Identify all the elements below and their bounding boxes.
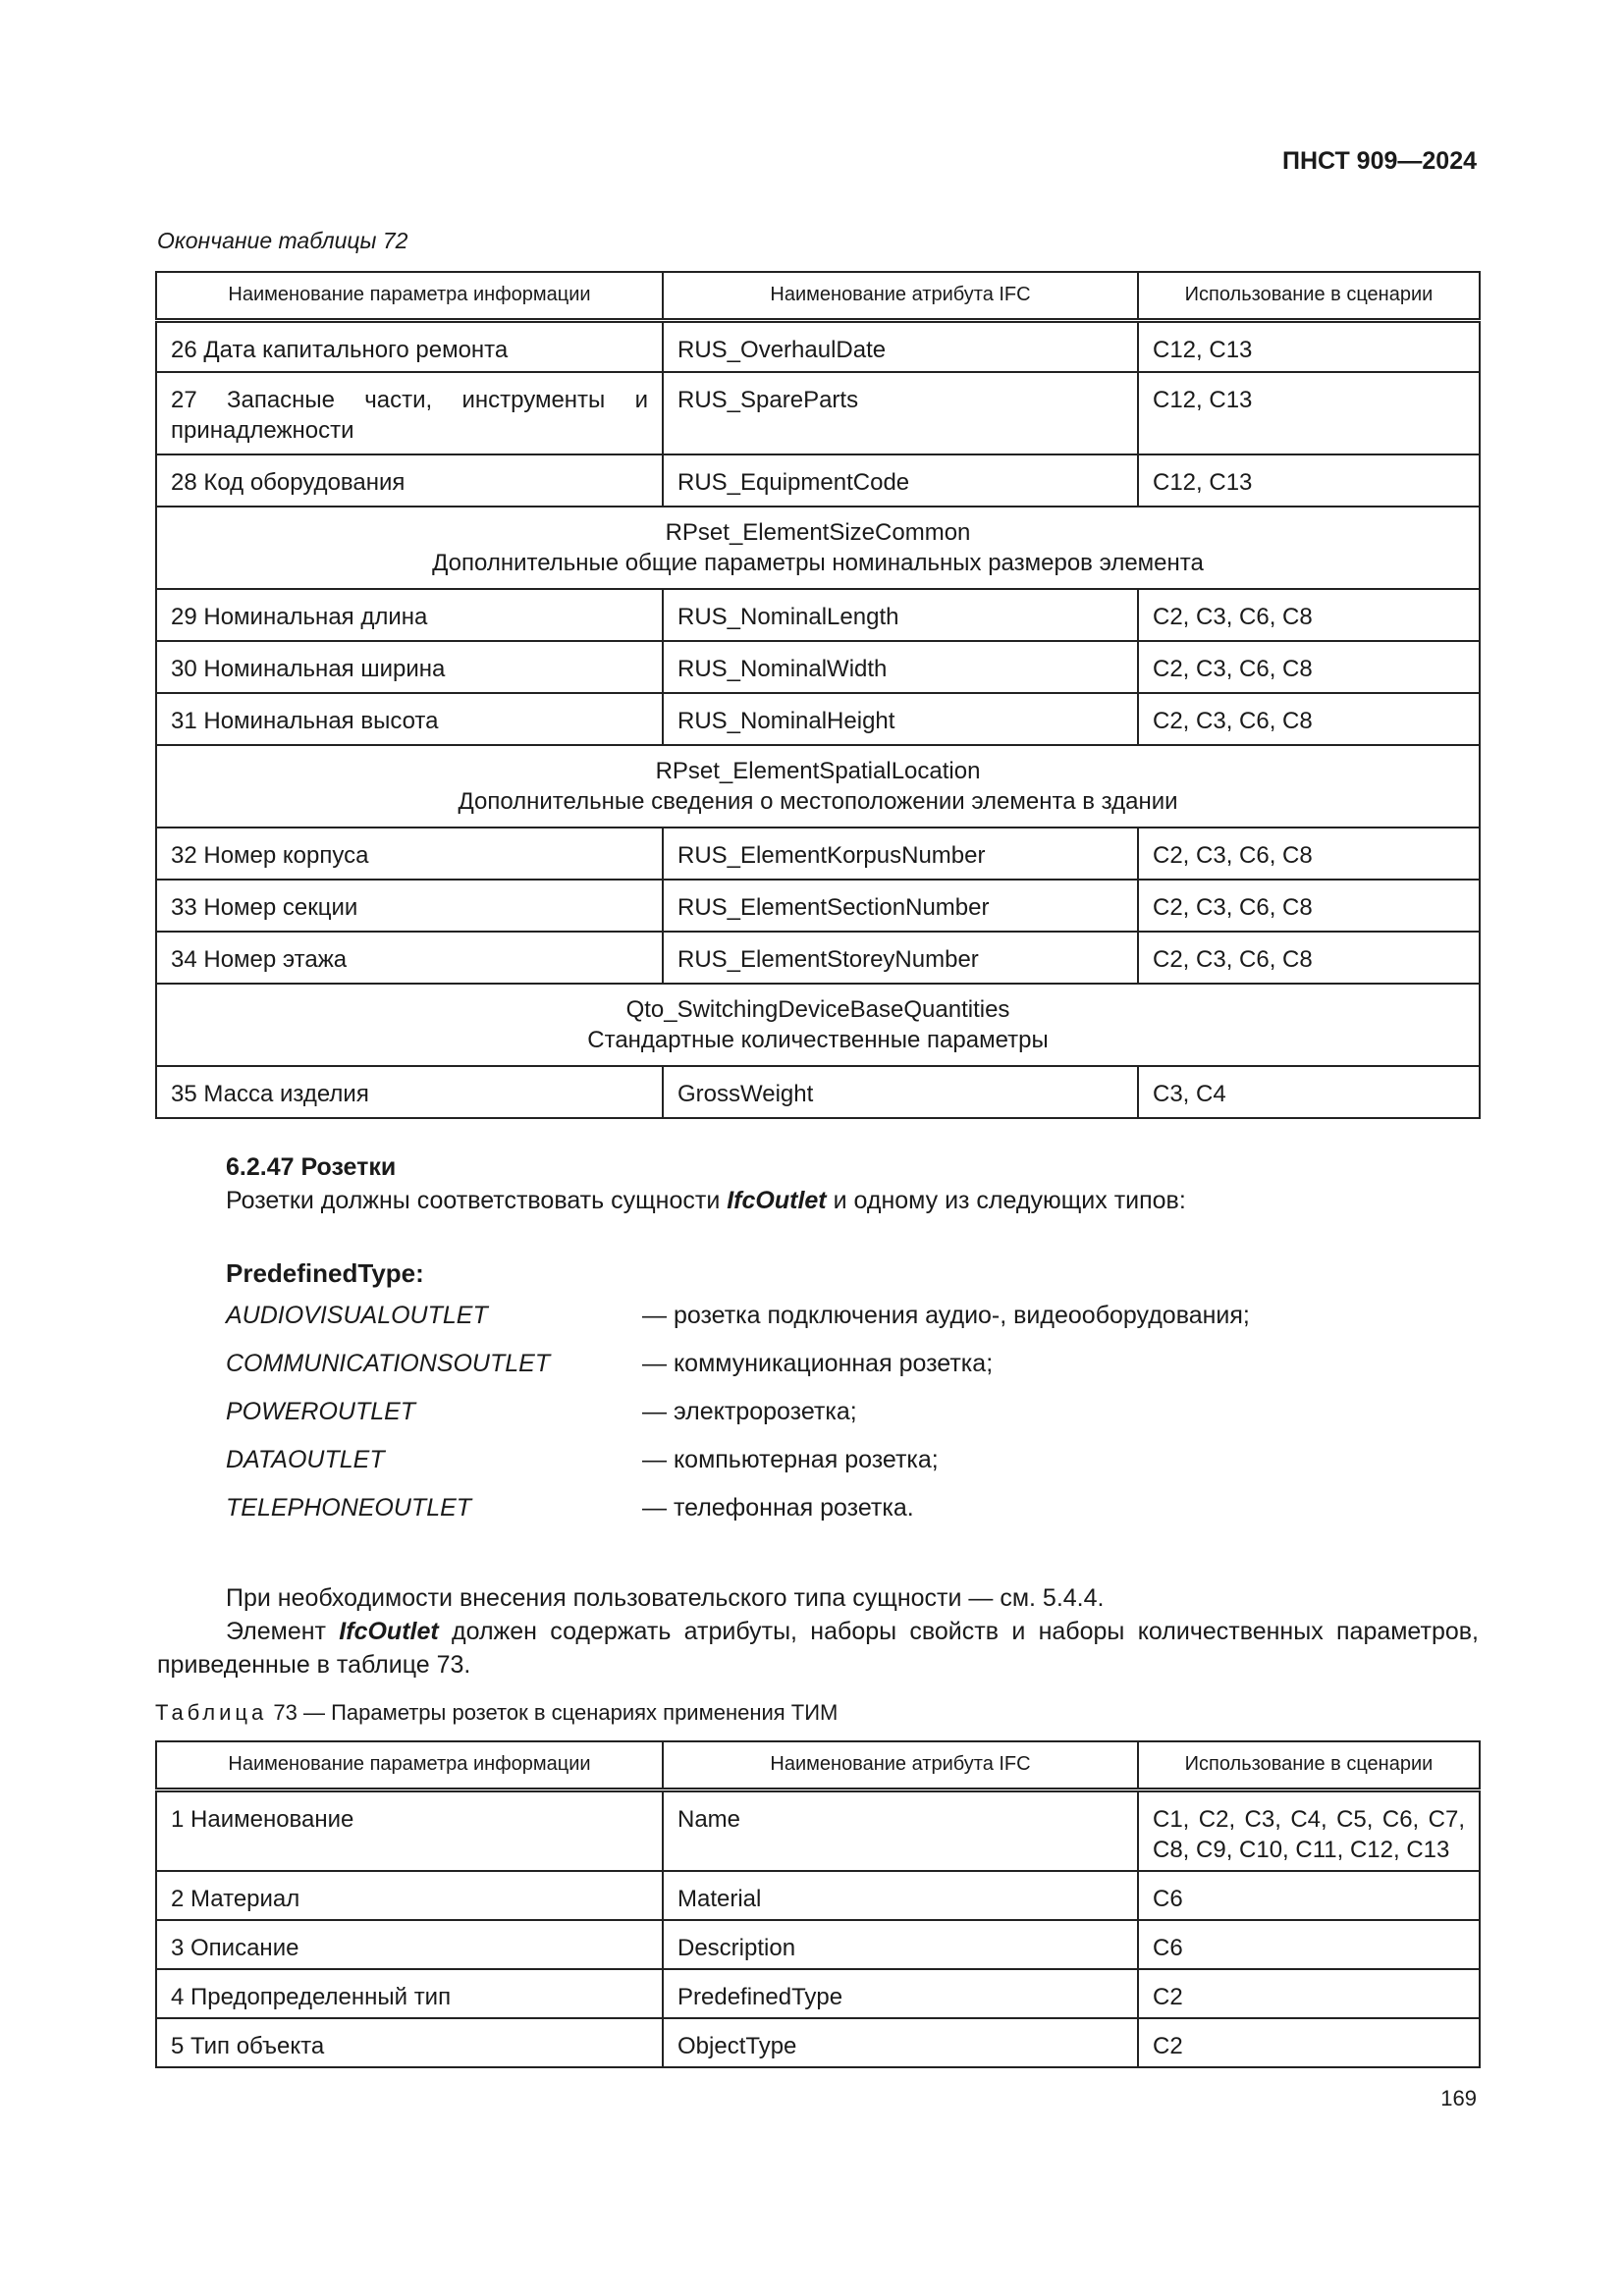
type-code: COMMUNICATIONSOUTLET bbox=[226, 1350, 551, 1377]
use-cell: С1, С2, С3, С4, С5, С6, С7, С8, С9, С10, С11, С12, С13 bbox=[1138, 1789, 1480, 1871]
use-cell: С2, С3, С6, С8 bbox=[1138, 693, 1480, 745]
table-73 bbox=[155, 1740, 1481, 2068]
group-cell bbox=[156, 507, 1480, 589]
table-72-caption: Окончание таблицы 72 bbox=[157, 228, 408, 253]
attr-cell: PredefinedType bbox=[663, 1969, 1138, 2018]
param-cell: 1 Наименование bbox=[156, 1789, 663, 1871]
group-description: Дополнительные сведения о местоположении элемента в здании bbox=[458, 788, 1178, 815]
attr-cell: RUS_EquipmentCode bbox=[663, 454, 1138, 507]
param-cell: 35 Масса изделия bbox=[156, 1066, 663, 1118]
type-code: TELEPHONEOUTLET bbox=[226, 1494, 472, 1522]
param-cell: 31 Номинальная высота bbox=[156, 693, 663, 745]
paragraph-text: Элемент bbox=[226, 1618, 340, 1645]
attr-cell: RUS_ElementKorpusNumber bbox=[663, 828, 1138, 880]
group-description: Стандартные количественные параметры bbox=[587, 1027, 1049, 1053]
type-description: — розетка подключения аудио-, видеооборудования; bbox=[642, 1302, 1250, 1329]
attr-cell: Name bbox=[663, 1789, 1138, 1871]
attr-cell: RUS_ElementSectionNumber bbox=[663, 880, 1138, 932]
document-code: ПНСТ 909—2024 bbox=[1282, 147, 1477, 175]
table-label: Таблица bbox=[155, 1700, 268, 1725]
type-code: POWEROUTLET bbox=[226, 1398, 416, 1425]
table-row bbox=[156, 693, 1480, 745]
list-item bbox=[226, 1446, 1502, 1494]
attr-cell: ObjectType bbox=[663, 2018, 1138, 2067]
column-header: Наименование параметра информации bbox=[156, 272, 663, 320]
attr-cell: Material bbox=[663, 1871, 1138, 1920]
table-row bbox=[156, 828, 1480, 880]
attr-cell: GrossWeight bbox=[663, 1066, 1138, 1118]
param-cell: 28 Код оборудования bbox=[156, 454, 663, 507]
use-cell: С12, С13 bbox=[1138, 454, 1480, 507]
group-row bbox=[156, 507, 1480, 589]
type-code: AUDIOVISUALOUTLET bbox=[226, 1302, 488, 1329]
type-description: — телефонная розетка. bbox=[642, 1494, 914, 1522]
use-cell: С2, С3, С6, С8 bbox=[1138, 589, 1480, 641]
use-cell: С12, С13 bbox=[1138, 320, 1480, 372]
paragraph-custom-type: При необходимости внесения пользовательского типа сущности — см. 5.4.4. bbox=[226, 1584, 1105, 1612]
attr-cell: Description bbox=[663, 1920, 1138, 1969]
list-item bbox=[226, 1398, 1502, 1446]
paragraph-text: должен содержать атрибуты, наборы свойств и наборы количественных параметров, приведенные в таблице 73. bbox=[157, 1618, 1479, 1679]
predefined-type-list bbox=[226, 1302, 1502, 1542]
column-header: Использование в сценарии bbox=[1138, 272, 1480, 320]
group-name: Qto_SwitchingDeviceBaseQuantities bbox=[625, 996, 1010, 1023]
section-title: 6.2.47 Розетки bbox=[226, 1153, 397, 1181]
type-description: — электророзетка; bbox=[642, 1398, 857, 1425]
group-cell bbox=[156, 984, 1480, 1066]
attr-cell: RUS_OverhaulDate bbox=[663, 320, 1138, 372]
group-row bbox=[156, 745, 1480, 828]
entity-name: IfcOutlet bbox=[339, 1618, 439, 1645]
group-cell bbox=[156, 745, 1480, 828]
table-header-row bbox=[156, 272, 1480, 320]
use-cell: С6 bbox=[1138, 1920, 1480, 1969]
type-description: — коммуникационная розетка; bbox=[642, 1350, 994, 1377]
attr-cell: RUS_ElementStoreyNumber bbox=[663, 932, 1138, 984]
attr-cell: RUS_NominalHeight bbox=[663, 693, 1138, 745]
use-cell: С3, С4 bbox=[1138, 1066, 1480, 1118]
page-number: 169 bbox=[1440, 2086, 1477, 2110]
use-cell: С2 bbox=[1138, 2018, 1480, 2067]
table-row bbox=[156, 880, 1480, 932]
param-cell: 2 Материал bbox=[156, 1871, 663, 1920]
table-73-title bbox=[155, 1700, 838, 1726]
use-cell: С6 bbox=[1138, 1871, 1480, 1920]
param-cell: 5 Тип объекта bbox=[156, 2018, 663, 2067]
table-row bbox=[156, 1789, 1480, 1871]
column-header: Наименование атрибута IFC bbox=[663, 272, 1138, 320]
param-cell: 34 Номер этажа bbox=[156, 932, 663, 984]
table-row bbox=[156, 1066, 1480, 1118]
paragraph-table-reference bbox=[157, 1615, 1479, 1682]
table-row bbox=[156, 1920, 1480, 1969]
list-item bbox=[226, 1350, 1502, 1398]
section-intro bbox=[226, 1184, 1463, 1217]
param-cell: 3 Описание bbox=[156, 1920, 663, 1969]
param-cell: 4 Предопределенный тип bbox=[156, 1969, 663, 2018]
table-row bbox=[156, 320, 1480, 372]
column-header: Наименование параметра информации bbox=[156, 1741, 663, 1789]
param-cell: 33 Номер секции bbox=[156, 880, 663, 932]
attr-cell: RUS_SpareParts bbox=[663, 372, 1138, 454]
predefined-type-title: PredefinedType: bbox=[226, 1258, 424, 1288]
table-header-row bbox=[156, 1741, 1480, 1789]
table-row bbox=[156, 932, 1480, 984]
use-cell: С2, С3, С6, С8 bbox=[1138, 880, 1480, 932]
attr-cell: RUS_NominalLength bbox=[663, 589, 1138, 641]
param-cell: 30 Номинальная ширина bbox=[156, 641, 663, 693]
group-description: Дополнительные общие параметры номинальных размеров элемента bbox=[432, 550, 1204, 576]
param-cell: 27 Запасные части, инструменты и принадлежности bbox=[156, 372, 663, 454]
table-row bbox=[156, 1969, 1480, 2018]
use-cell: С12, С13 bbox=[1138, 372, 1480, 454]
table-row bbox=[156, 641, 1480, 693]
table-72 bbox=[155, 271, 1481, 1119]
use-cell: С2, С3, С6, С8 bbox=[1138, 932, 1480, 984]
table-title-text: 73 — Параметры розеток в сценариях применения ТИМ bbox=[267, 1700, 839, 1725]
entity-name: IfcOutlet bbox=[727, 1187, 827, 1214]
intro-text: Розетки должны соответствовать сущности bbox=[226, 1187, 728, 1214]
intro-text: и одному из следующих типов: bbox=[826, 1187, 1186, 1214]
use-cell: С2, С3, С6, С8 bbox=[1138, 641, 1480, 693]
list-item bbox=[226, 1302, 1502, 1350]
group-row bbox=[156, 984, 1480, 1066]
type-description: — компьютерная розетка; bbox=[642, 1446, 939, 1473]
list-item bbox=[226, 1494, 1502, 1542]
column-header: Наименование атрибута IFC bbox=[663, 1741, 1138, 1789]
table-row bbox=[156, 1871, 1480, 1920]
group-name: RPset_ElementSpatialLocation bbox=[655, 758, 981, 784]
group-name: RPset_ElementSizeCommon bbox=[665, 519, 971, 546]
type-code: DATAOUTLET bbox=[226, 1446, 385, 1473]
param-cell: 26 Дата капитального ремонта bbox=[156, 320, 663, 372]
table-row bbox=[156, 454, 1480, 507]
param-cell: 29 Номинальная длина bbox=[156, 589, 663, 641]
use-cell: С2 bbox=[1138, 1969, 1480, 2018]
use-cell: С2, С3, С6, С8 bbox=[1138, 828, 1480, 880]
table-row bbox=[156, 372, 1480, 454]
column-header: Использование в сценарии bbox=[1138, 1741, 1480, 1789]
param-cell: 32 Номер корпуса bbox=[156, 828, 663, 880]
attr-cell: RUS_NominalWidth bbox=[663, 641, 1138, 693]
table-row bbox=[156, 2018, 1480, 2067]
table-row bbox=[156, 589, 1480, 641]
